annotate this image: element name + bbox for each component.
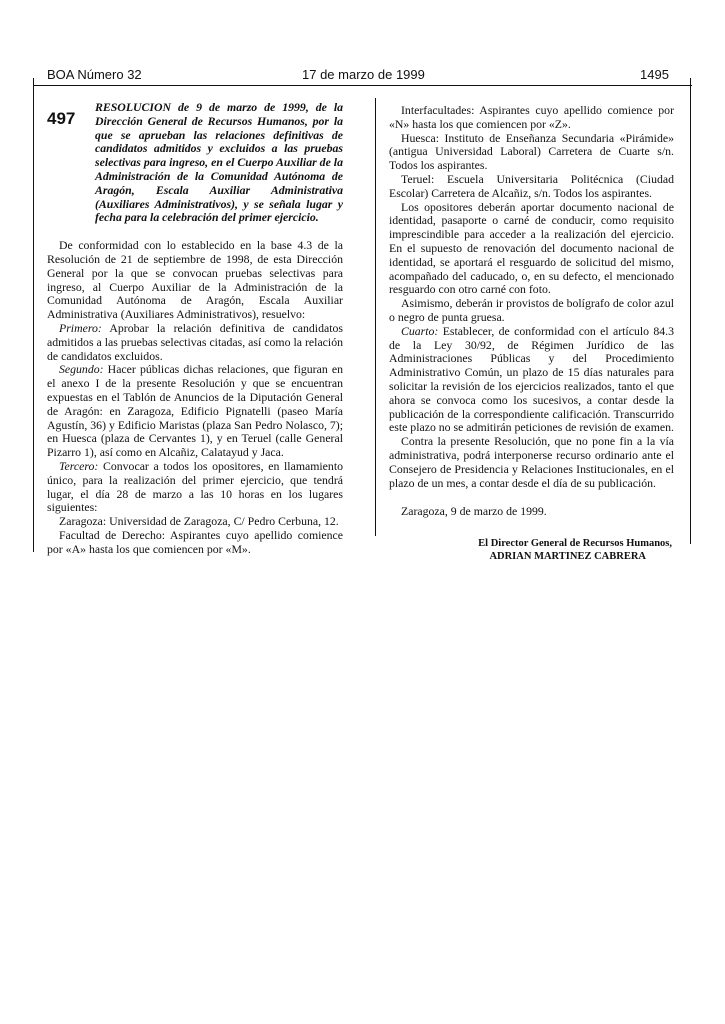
cuarto-paragraph — [389, 325, 674, 435]
segundo-paragraph — [47, 363, 343, 460]
right-column — [389, 104, 674, 563]
page-number: 1495 — [640, 67, 669, 82]
publication-date: 17 de marzo de 1999 — [302, 67, 425, 82]
cuarto-text: Establecer, de conformidad con el artículo 84.3 de la Ley 30/92, de Régimen Jurídico de las Administraciones Públicas y del Procedimiento Administrativo Común, un plazo de 15 días naturales para solicitar la revisión de los ejercicios realizados, tanto el que ahora se convoca como los sucesivos, a contar desde la publicación de la correspondiente calificación. Transcurrido este plazo no se admitirán peticiones de revisión de examen. — [389, 323, 674, 435]
teruel-venue: Teruel: Escuela Universitaria Politécnica (Ciudad Escolar) Carretera de Alcañiz, s/n. Todos los aspirantes. — [389, 171, 674, 200]
segundo-text: Hacer públicas dichas relaciones, que figuran en el anexo I de la presente Resolución y que se encuentran expuestas en el Tablón de Anuncios de la Diputación General de Aragón: en Zaragoza, Edificio Pignatelli (paseo María Agustín, 36) y Edificio Maristas (plaza San Pedro Nolasco, 7); en Huesca (plaza de Cervantes 1), y en Teruel (calle General Pizarro 1), así como en Alcañiz, Calatayud y Jaca. — [47, 362, 343, 460]
header-rule — [34, 85, 692, 86]
documento-paragraph: Los opositores deberán aportar documento nacional de identidad, pasaporte o carné de conducir, como requisito imprescindible para acceder a la realización del ejercicio. En el supuesto de renovación del documento nacional de identidad, se aportará el resguardo de solicitud del mismo, acompañado del caducado, o, en su defecto, el mencionado resguardo con otro carné con foto. — [389, 199, 674, 297]
facultad-venue: Facultad de Derecho: Aspirantes cuyo apellido comience por «A» hasta los que comiencen por «M». — [47, 527, 343, 556]
right-margin-rule — [690, 78, 691, 544]
page-header — [0, 67, 725, 85]
signer-name: ADRIAN MARTINEZ CABRERA — [489, 550, 646, 562]
primero-text: Aprobar la relación definitiva de candidatos admitidos a las pruebas selectivas citadas, así como la relación de candidatos excluidos. — [47, 320, 343, 363]
signer-title: El Director General de Recursos Humanos, — [478, 538, 672, 550]
tercero-paragraph — [47, 460, 343, 515]
boligrafo-paragraph: Asimismo, deberán ir provistos de bolígrafo de color azul o negro de punta gruesa. — [389, 296, 674, 324]
left-margin-rule — [33, 78, 34, 552]
primero-paragraph — [47, 322, 343, 363]
document-number: 497 — [47, 109, 76, 128]
cuarto-label: Cuarto: — [401, 323, 439, 338]
primero-label: Primero: — [59, 320, 102, 335]
zaragoza-venue: Zaragoza: Universidad de Zaragoza, C/ Pedro Cerbuna, 12. — [59, 514, 339, 529]
recurso-paragraph: Contra la presente Resolución, que no pone fin a la vía administrativa, podrá interponerse recurso ordinario ante el Consejero de Presidencia y Relaciones Institucionales, en el plazo de un mes, a contar desde el día de su publicación. — [389, 434, 674, 490]
signature-block — [389, 538, 674, 563]
tercero-text: Convocar a todos los opositores, en llamamiento único, para la realización del primer ejercicio, que tendrá lugar, el día 28 de marzo a las 10 horas en los lugares siguientes: — [47, 458, 343, 515]
column-divider — [375, 98, 376, 536]
signing-date: Zaragoza, 9 de marzo de 1999. — [401, 504, 547, 519]
bulletin-number: BOA Número 32 — [47, 67, 142, 82]
segundo-label: Segundo: — [59, 362, 104, 377]
intro-paragraph: De conformidad con lo establecido en la base 4.3 de la Resolución de 21 de septiembre de 1998, de esta Dirección General por la que se convocan pruebas selectivas para ingreso, al Cuerpo Auxiliar de la Administración de la Comunidad Autónoma de Aragón, Escala Auxiliar Administrativa (Auxiliares Administrativos), resuelvo: — [47, 238, 343, 322]
huesca-venue: Huesca: Instituto de Enseñanza Secundaria «Pirámide» (antigua Universidad Laboral) Carretera de Cuarte s/n. Todos los aspirantes. — [389, 130, 674, 173]
left-column — [47, 101, 343, 557]
resolution-title: RESOLUCION de 9 de marzo de 1999, de la Dirección General de Recursos Humanos, por la que se aprueban las relaciones definitivas de candidatos admitidos y excluidos a las pruebas selectivas para ingreso, en el Cuerpo Auxiliar de la Administración de la Comunidad Autónoma de Aragón, Escala Auxiliar Administrativa (Auxiliares Administrativos), y se señala lugar y fecha para la celebración del primer ejercicio. — [95, 100, 343, 225]
interfacultades-venue: Interfacultades: Aspirantes cuyo apellido comience por «N» hasta los que comiencen por «Z». — [389, 103, 674, 131]
tercero-label: Tercero: — [59, 458, 99, 473]
